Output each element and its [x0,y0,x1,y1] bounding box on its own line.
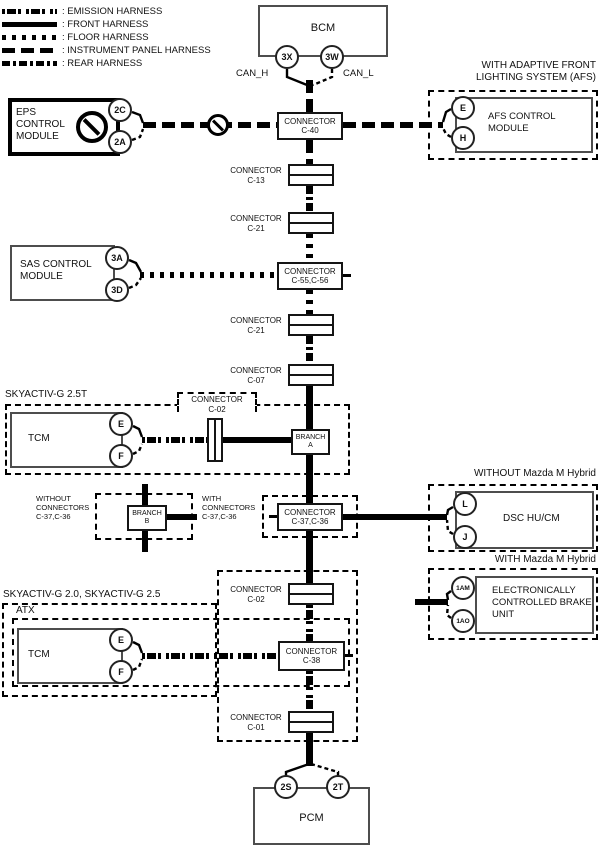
connector-c02-main-code: C-02 [247,594,265,604]
connector-c13-title: CONNECTOR [230,166,282,175]
connector-c55-c56-right-tick [343,274,351,277]
brake-1ao-elbow [447,605,451,618]
legend-row-emission [2,5,162,18]
legend-rear-label: : REAR HARNESS [62,58,143,69]
eps-pin-2a-label: 2A [114,137,126,147]
afs-module-name: AFS CONTROL MODULE [488,111,556,134]
connector-c40-code: C-40 [301,126,319,135]
afs-pin-h [451,126,475,150]
sas-3d-elbow [129,278,141,288]
connector-c55-c56-box [277,262,343,290]
connector-c21-upper-title: CONNECTOR [230,214,282,223]
atx-subsection-label: ATX [16,605,35,616]
connector-c38-title: CONNECTOR [285,646,338,656]
pcm-pin-2t-label: 2T [332,782,344,792]
connector-c38-right-tick [345,654,353,657]
connector-c07-label [228,366,284,385]
pcm-pin-2s-label: 2S [280,782,292,792]
afs-h-elbow [443,128,451,137]
eps-pin-2c [108,98,132,122]
eps-pin-2a [108,130,132,154]
afs-e-elbow [443,109,451,122]
can-h-label: CAN_H [236,68,269,79]
pcm-pin-2t [326,775,350,799]
dsc-pin-l [453,492,477,516]
tcm-25t-pin-e [109,412,133,436]
tcm-atx-module-name: TCM [28,649,50,660]
branch-a-title: BRANCH [295,433,326,441]
connector-c02-branch-symbol [207,418,223,462]
without-connectors-line1: WITHOUT [36,494,71,503]
connector-c37-c36-left-tick [269,515,277,518]
floor-harness-swatch-icon [2,35,57,40]
brake-option-note: WITH Mazda M Hybrid [494,554,596,565]
connector-c37-c36-code: C-37,C-36 [291,517,329,526]
connector-c02-main-title: CONNECTOR [230,585,282,594]
sas-pin-3a-label: 3A [111,253,123,263]
sas-module-name: SAS CONTROL MODULE [20,259,92,282]
eps-pin-2c-label: 2C [114,105,126,115]
brake-module-name: ELECTRONICALLY CONTROLLED BRAKE UNIT [492,585,592,620]
brake-pin-1am [451,576,475,600]
connector-c37-c36-title: CONNECTOR [284,507,336,517]
sas-3a-elbow [129,260,141,272]
connector-c02-branch-title: CONNECTOR [191,395,243,404]
connector-c01-code: C-01 [247,722,265,732]
tcm25t-e-elbow [133,426,142,437]
eps-2a-elbow [132,129,143,140]
connector-c02-branch-code: C-02 [208,404,226,414]
dsc-j-elbow [447,520,453,534]
connector-c07-code: C-07 [247,375,265,385]
branch-b-code: B [144,518,150,525]
connector-c40-box [277,112,343,140]
eps-2c-elbow [132,112,143,123]
connector-c21-lower-title: CONNECTOR [230,316,282,325]
tcm-atx-pin-e-label: E [117,635,124,645]
can-l-label: CAN_L [343,68,374,79]
legend-row-instrument [2,44,211,57]
brake-pin-1am-label: 1AM [456,584,470,592]
brake-pin-1ao-label: 1AO [456,617,470,625]
afs-option-note-line1: WITH ADAPTIVE FRONT [481,60,596,71]
dsc-pin-l-label: L [462,499,468,509]
connector-c13-symbol [288,164,334,186]
legend-row-front [2,18,148,31]
connector-c01-symbol [288,711,334,733]
tcm-atx-pin-e [109,628,133,652]
bcm-pin-3x-label: 3X [281,52,293,62]
brake-1am-elbow [447,591,451,600]
tcm-25t-pin-f [109,444,133,468]
bcm-pin-3w-label: 3W [325,52,339,62]
tcm-atx-f-elbow [133,659,142,670]
connector-c38-code: C-38 [302,656,321,665]
with-connectors-note [202,494,264,521]
afs-pin-e [451,96,475,120]
pcm-pin-2s [274,775,298,799]
brake-pin-1ao [451,609,475,633]
dsc-pin-j-label: J [462,532,468,542]
branch-b-title: BRANCH [132,509,162,517]
tcm25t-f-elbow [133,444,142,454]
connector-c07-title: CONNECTOR [230,366,282,375]
branch-a-code: A [308,442,313,449]
emission-harness-swatch-icon [2,9,57,14]
connector-c55-c56-title: CONNECTOR [284,266,336,276]
with-connectors-line2: CONNECTORS [202,503,256,512]
dsc-l-elbow [447,507,453,515]
bcm-3w-elbow [313,69,332,85]
connector-c37-c36-box [277,503,343,531]
connector-c40-title: CONNECTOR [284,116,336,126]
connector-c21-upper-code: C-21 [247,223,265,233]
tcm-25t-pin-e-label: E [117,419,124,429]
connector-c02-main-label [228,585,284,604]
connector-c21-upper-symbol [288,212,334,234]
sas-pin-3a [105,246,129,270]
dsc-pin-j [453,525,477,549]
tcm-25t-pin-f-label: F [118,451,124,461]
without-connectors-line3: C-37,C-36 [36,512,71,521]
connector-c21-lower-symbol [288,314,334,336]
bcm-pin-3x [275,45,299,69]
eps-crossed-circle-icon [76,111,108,143]
tcm-atx-e-elbow [133,642,142,653]
afs-option-note-line2: LIGHTING SYSTEM (AFS) [475,72,596,83]
legend-row-floor [2,31,149,44]
connector-c07-symbol [288,364,334,386]
sas-pin-3d [105,278,129,302]
connector-c13-code: C-13 [247,175,265,185]
rear-harness-swatch-icon [2,61,57,66]
legend-instrument-label: : INSTRUMENT PANEL HARNESS [62,45,211,56]
skyactiv-25t-section-label: SKYACTIV-G 2.5T [5,389,88,400]
connector-c13-label [228,166,284,185]
dsc-option-note: WITHOUT Mazda M Hybrid [473,468,596,479]
legend-front-label: : FRONT HARNESS [62,19,149,30]
bcm-pin-3w [320,45,344,69]
afs-option-note [460,60,596,84]
with-connectors-line3: C-37,C-36 [202,512,237,521]
without-connectors-note [36,494,98,521]
without-connectors-line2: CONNECTORS [36,503,90,512]
front-harness-swatch-icon [2,22,57,27]
pcm-module-name: PCM [299,812,324,824]
legend-row-rear [2,57,142,70]
legend-emission-label: : EMISSION HARNESS [62,6,163,17]
connector-c01-title: CONNECTOR [230,713,282,722]
bcm-3x-elbow [287,69,307,85]
afs-pin-e-label: E [459,103,466,113]
with-connectors-line1: WITH [202,494,222,503]
connector-c02-main-symbol [288,583,334,605]
connector-c21-upper-label [228,214,284,233]
skyactiv-20-25-section-label: SKYACTIV-G 2.0, SKYACTIV-G 2.5 [3,589,161,600]
connector-c02-branch-label [180,395,254,414]
connector-c21-lower-label [228,316,284,335]
connector-c38-box [278,641,345,671]
eps-module-name: EPS CONTROL MODULE [16,107,65,142]
tcm-atx-pin-f [109,660,133,684]
bcm-module-name: BCM [310,22,336,34]
branch-b-box [127,505,167,531]
tcm-25t-module-name: TCM [28,433,50,444]
legend-floor-label: : FLOOR HARNESS [62,32,149,43]
connector-c01-label [228,713,284,732]
sas-pin-3d-label: 3D [111,285,123,295]
connector-c21-lower-code: C-21 [247,325,265,335]
dsc-module-name: DSC HU/CM [503,513,560,524]
afs-pin-h-label: H [459,133,467,143]
wire-crossed-circle-icon [207,114,229,136]
tcm-atx-pin-f-label: F [118,667,124,677]
connector-c55-c56-code: C-55,C-56 [291,276,329,285]
branch-a-box [291,429,330,455]
instrument-panel-harness-swatch-icon [2,48,57,53]
